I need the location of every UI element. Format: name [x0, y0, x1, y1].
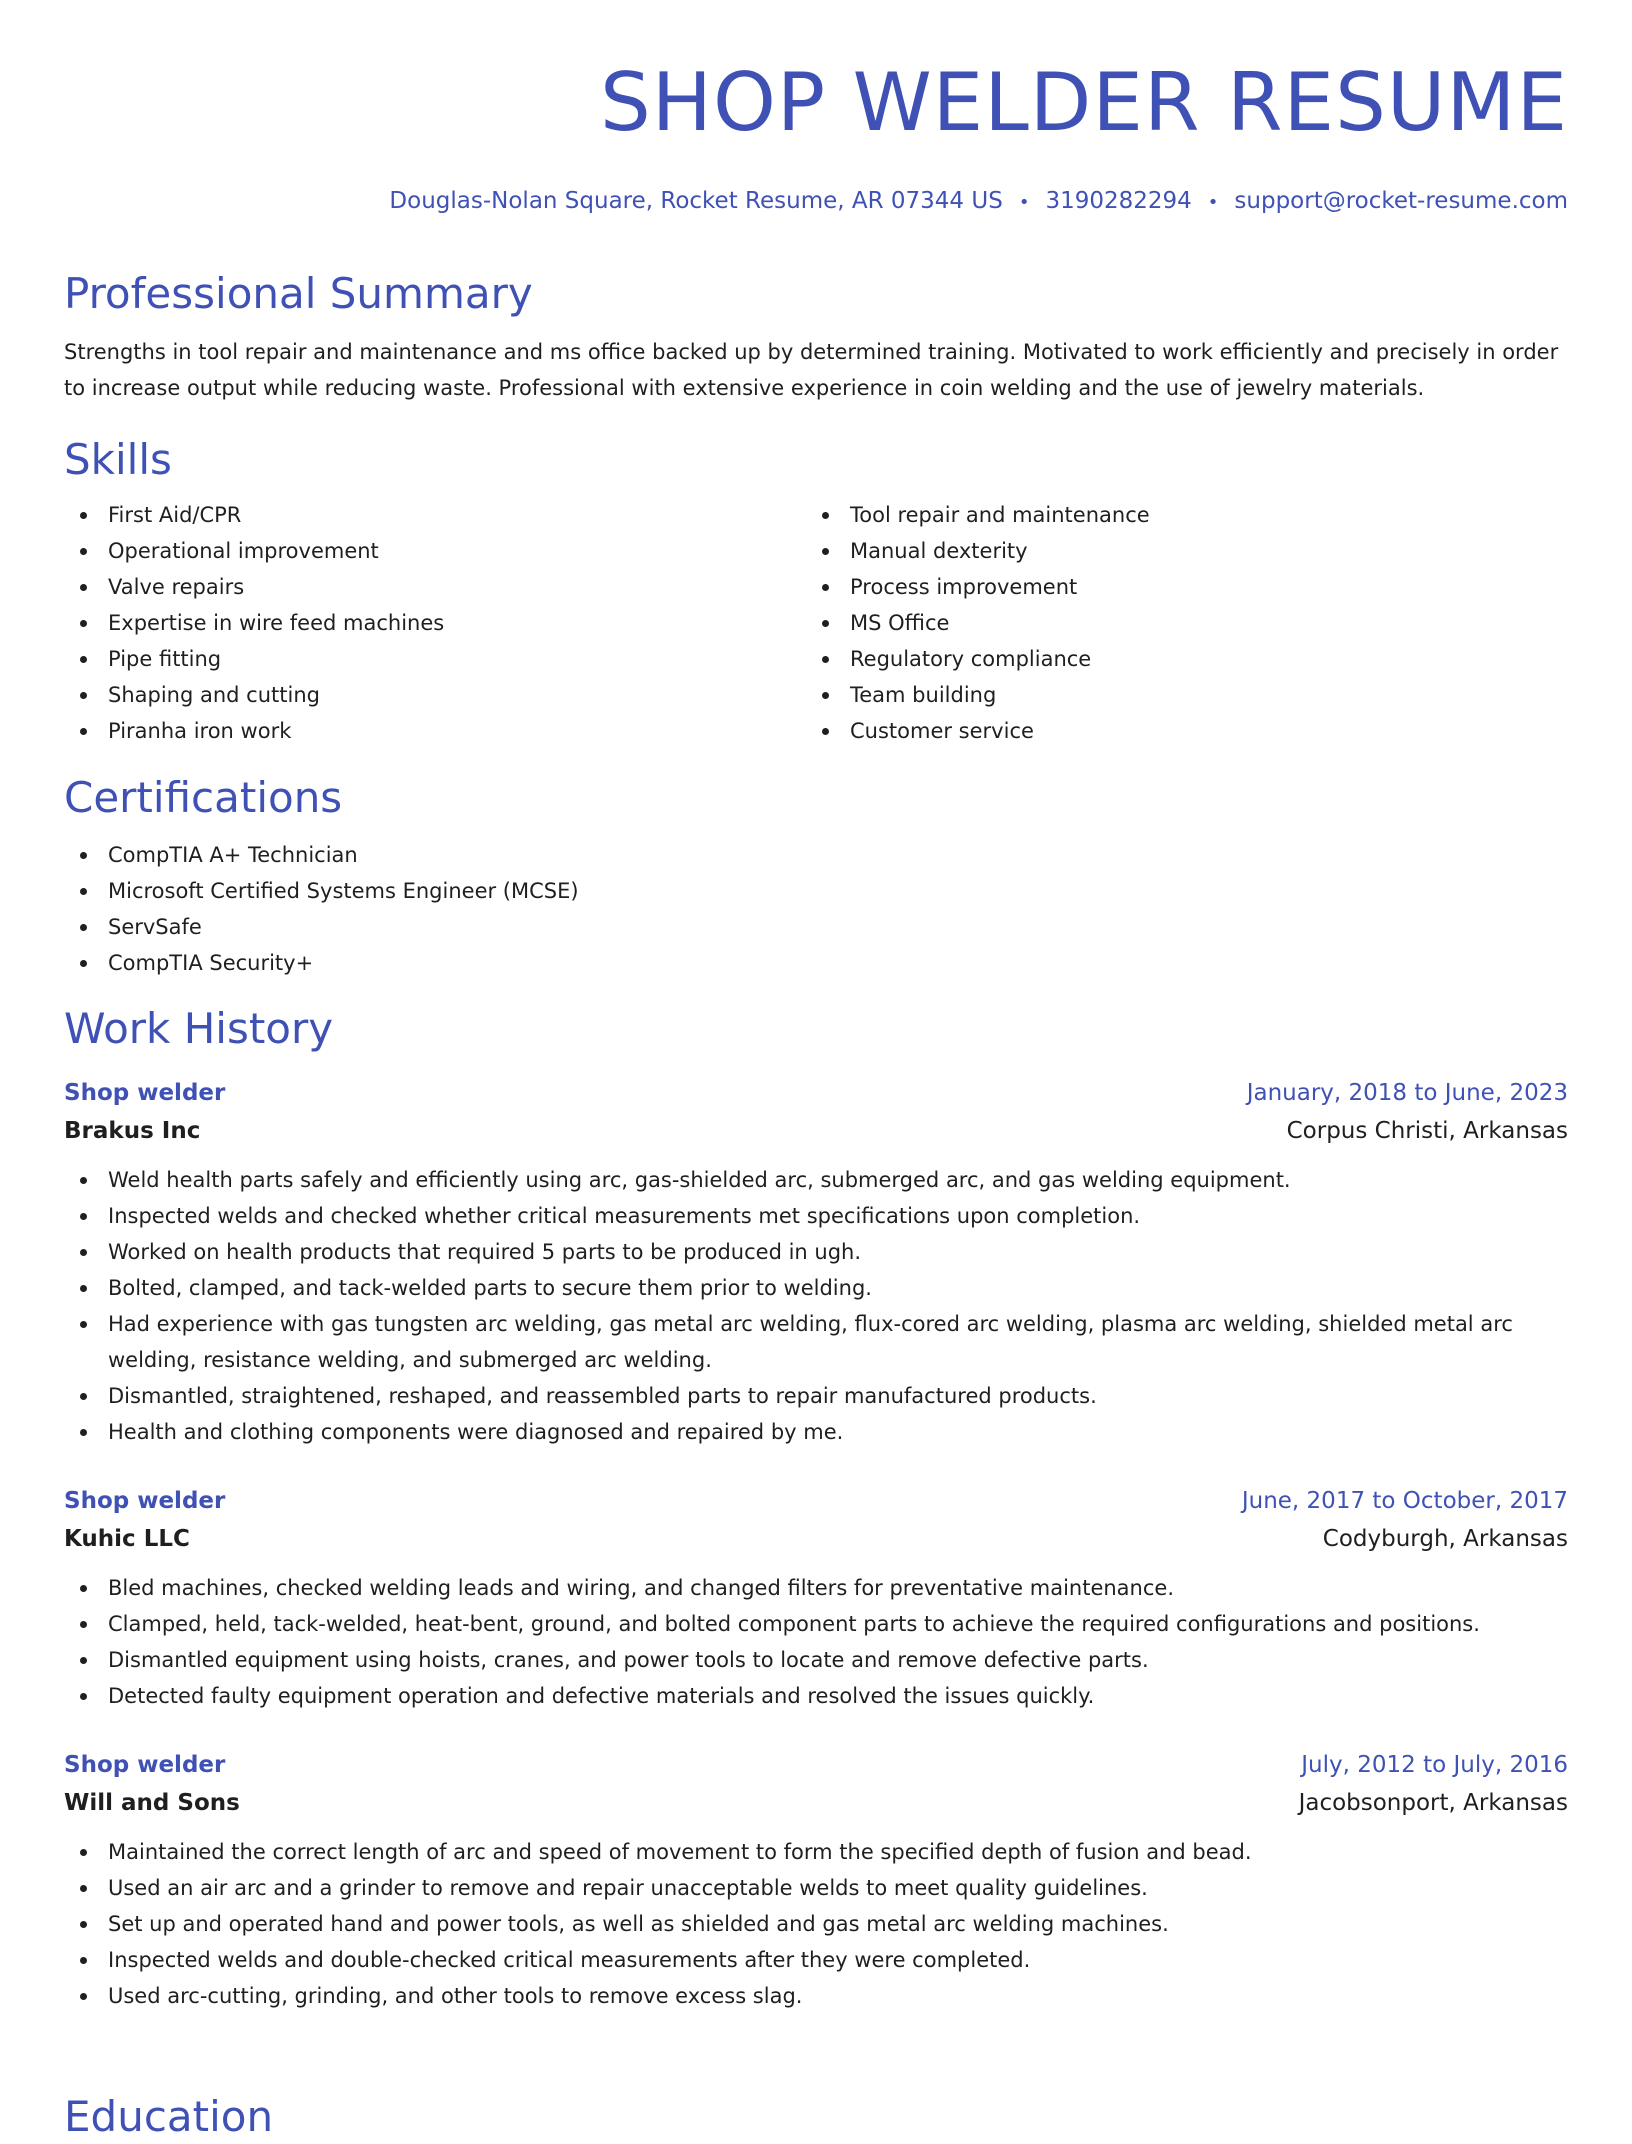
contact-line — [64, 186, 1568, 218]
job-title: Shop welder — [64, 1752, 226, 1778]
job-title: Shop welder — [64, 1488, 226, 1514]
job-bullet: Had experience with gas tungsten arc welding, gas metal arc welding, flux-cored arc welding, plasma arc welding, shielded metal arc welding, resistance welding, and submerged arc welding. — [64, 1306, 1568, 1378]
skills-column-left — [64, 497, 806, 749]
job-bullets — [64, 1162, 1568, 1450]
skill-item: Piranha iron work — [64, 713, 806, 749]
skill-item: Regulatory compliance — [806, 641, 1548, 677]
job-bullet: Set up and operated hand and power tools, as well as shielded and gas metal arc welding machines. — [64, 1906, 1568, 1942]
skill-item: MS Office — [806, 605, 1548, 641]
work-history-heading: Work History — [64, 1004, 334, 1053]
skill-item: Tool repair and maintenance — [806, 497, 1548, 533]
certifications-list — [64, 837, 1568, 981]
job-bullet: Health and clothing components were diagnosed and repaired by me. — [64, 1414, 1568, 1450]
job-bullet: Weld health parts safely and efficiently using arc, gas-shielded arc, submerged arc, and gas welding equipment. — [64, 1162, 1568, 1198]
skill-item: Customer service — [806, 713, 1548, 749]
skill-item: Pipe fitting — [64, 641, 806, 677]
job-bullet: Worked on health products that required 5 parts to be produced in ugh. — [64, 1234, 1568, 1270]
certification-item: CompTIA Security+ — [64, 945, 1568, 981]
separator-dot: • — [1207, 192, 1219, 213]
job-dates: June, 2017 to October, 2017 — [1241, 1488, 1568, 1514]
skill-item: First Aid/CPR — [64, 497, 806, 533]
company-name: Will and Sons — [64, 1790, 240, 1816]
certification-item: Microsoft Certified Systems Engineer (MCSE) — [64, 873, 1568, 909]
job-bullet: Clamped, held, tack-welded, heat-bent, ground, and bolted component parts to achieve the required configurations and positions. — [64, 1606, 1568, 1642]
job-bullet: Used an air arc and a grinder to remove and repair unacceptable welds to meet quality guidelines. — [64, 1870, 1568, 1906]
skill-item: Operational improvement — [64, 533, 806, 569]
job-bullet: Maintained the correct length of arc and speed of movement to form the specified depth of fusion and bead. — [64, 1834, 1568, 1870]
education-heading: Education — [64, 2092, 274, 2141]
skill-item: Process improvement — [806, 569, 1548, 605]
summary-text: Strengths in tool repair and maintenance and ms office backed up by determined training. Motivated to work efficiently and precisely in order to increase output while reducing waste. Professional with extensive experience in coin welding and the use of jewelry materials. — [64, 340, 1559, 400]
job-bullets — [64, 1834, 1568, 2014]
skill-item: Team building — [806, 677, 1548, 713]
skills-column-right — [806, 497, 1548, 749]
job-entry — [64, 1482, 1568, 1714]
job-dates: January, 2018 to June, 2023 — [1246, 1080, 1568, 1106]
company-name: Brakus Inc — [64, 1118, 201, 1144]
job-location: Jacobsonport, Arkansas — [1298, 1790, 1568, 1816]
job-bullet: Dismantled equipment using hoists, cranes, and power tools to locate and remove defective parts. — [64, 1642, 1568, 1678]
certifications-heading: Certifications — [64, 773, 343, 822]
summary-heading: Professional Summary — [64, 269, 533, 318]
address: Douglas-Nolan Square, Rocket Resume, AR 07344 US — [389, 188, 1003, 214]
job-bullet: Used arc-cutting, grinding, and other tools to remove excess slag. — [64, 1978, 1568, 2014]
skills-list — [64, 497, 1568, 749]
resume-header — [64, 0, 1568, 218]
skill-item: Shaping and cutting — [64, 677, 806, 713]
job-bullet: Dismantled, straightened, reshaped, and reassembled parts to repair manufactured products. — [64, 1378, 1568, 1414]
skill-item: Manual dexterity — [806, 533, 1548, 569]
job-location: Codyburgh, Arkansas — [1322, 1526, 1568, 1552]
job-bullet: Bled machines, checked welding leads and wiring, and changed filters for preventative maintenance. — [64, 1570, 1568, 1606]
company-name: Kuhic LLC — [64, 1526, 190, 1552]
job-bullet: Inspected welds and double-checked critical measurements after they were completed. — [64, 1942, 1568, 1978]
separator-dot: • — [1018, 192, 1030, 213]
job-location: Corpus Christi, Arkansas — [1286, 1118, 1568, 1144]
certification-item: CompTIA A+ Technician — [64, 837, 1568, 873]
job-title: Shop welder — [64, 1080, 226, 1106]
skills-heading: Skills — [64, 435, 172, 484]
phone: 3190282294 — [1045, 188, 1192, 214]
skill-item: Valve repairs — [64, 569, 806, 605]
skill-item: Expertise in wire feed machines — [64, 605, 806, 641]
email-link[interactable]: support@rocket-resume.com — [1234, 188, 1568, 214]
job-entry — [64, 1074, 1568, 1450]
job-entry — [64, 1746, 1568, 2014]
job-bullet: Detected faulty equipment operation and defective materials and resolved the issues quickly. — [64, 1678, 1568, 1714]
certification-item: ServSafe — [64, 909, 1568, 945]
job-dates: July, 2012 to July, 2016 — [1301, 1752, 1568, 1778]
job-bullets — [64, 1570, 1568, 1714]
page-title: SHOP WELDER RESUME — [600, 56, 1568, 149]
job-bullet: Inspected welds and checked whether critical measurements met specifications upon completion. — [64, 1198, 1568, 1234]
job-bullet: Bolted, clamped, and tack-welded parts to secure them prior to welding. — [64, 1270, 1568, 1306]
